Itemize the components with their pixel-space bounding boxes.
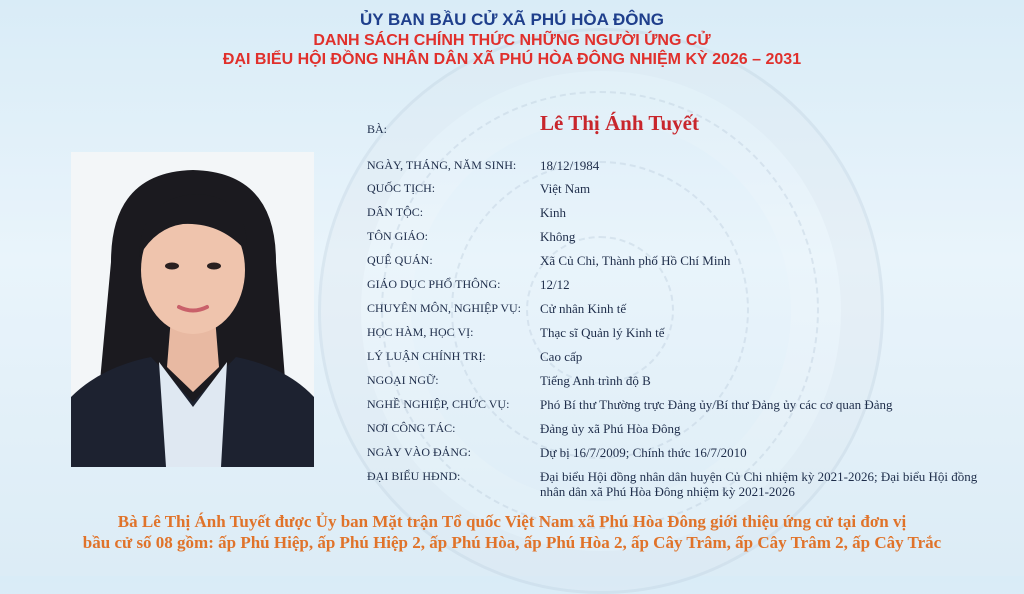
field-value: 12/12 [540,277,570,292]
field-value: Đảng ủy xã Phú Hòa Đông [540,421,681,436]
field-label: NƠI CÔNG TÁC: [367,421,456,435]
field-label: LÝ LUẬN CHÍNH TRỊ: [367,349,486,363]
candidate-name: Lê Thị Ánh Tuyết [540,111,699,135]
field-value: 18/12/1984 [540,158,600,173]
footer-line-2: bầu cử số 08 gồm: ấp Phú Hiệp, ấp Phú Hiệp 2, ấp Phú Hòa, ấp Phú Hòa 2, ấp Cây Trâm, ấp Cây Trâm 2, ấp Cây Trắc [82,533,942,552]
field-label: NGÀY VÀO ĐẢNG: [367,445,471,459]
footer-line-1: Bà Lê Thị Ánh Tuyết được Ủy ban Mặt trận Tổ quốc Việt Nam xã Phú Hòa Đông giới thiệu ứng cử tại đơn vị [117,512,907,531]
field-label: GIÁO DỤC PHỔ THÔNG: [367,277,501,291]
footer-statement [0,511,1024,553]
field-label: QUÊ QUÁN: [367,253,433,267]
field-value: Phó Bí thư Thường trực Đảng ủy/Bí thư Đảng ủy các cơ quan Đảng [540,397,893,412]
prefix-label: BÀ: [367,122,388,136]
field-label: QUỐC TỊCH: [367,181,436,195]
field-label: NGOẠI NGỮ: [367,373,439,387]
field-value: Thạc sĩ Quản lý Kinh tế [540,325,665,340]
field-value: Cử nhân Kinh tế [540,301,627,316]
field-value: Đại biểu Hội đồng nhân dân huyện Củ Chi nhiệm kỳ 2021-2026; Đại biểu Hội đồng nhân dân xã Phú Hòa Đông nhiệm kỳ 2021-2026 [540,469,978,499]
field-label: CHUYÊN MÔN, NGHIỆP VỤ: [367,301,522,315]
field-value: Không [540,229,576,244]
field-value: Kinh [540,205,566,220]
header [0,9,1024,69]
council-title: ĐẠI BIỂU HỘI ĐỒNG NHÂN DÂN XÃ PHÚ HÒA ĐÔNG NHIỆM KỲ 2026 – 2031 [222,51,802,68]
field-value: Xã Củ Chi, Thành phố Hồ Chí Minh [540,253,731,268]
field-value: Cao cấp [540,349,583,364]
field-value: Dự bị 16/7/2009; Chính thức 16/7/2010 [540,445,747,460]
candidate-photo [71,152,314,467]
field-label: NGHỀ NGHIỆP, CHỨC VỤ: [367,397,510,411]
field-label: HỌC HÀM, HỌC VỊ: [367,325,474,339]
field-value: Tiếng Anh trình độ B [540,373,651,388]
field-label: TÔN GIÁO: [367,229,428,243]
field-label: NGÀY, THÁNG, NĂM SINH: [367,158,517,172]
field-value: Việt Nam [540,181,591,196]
committee-title: ỦY BAN BẦU CỬ XÃ PHÚ HÒA ĐÔNG [359,10,665,29]
list-title: DANH SÁCH CHÍNH THỨC NHỮNG NGƯỜI ỨNG CỬ [313,32,711,49]
field-label: DÂN TỘC: [367,205,424,219]
field-label: ĐẠI BIỂU HĐND: [367,469,461,483]
